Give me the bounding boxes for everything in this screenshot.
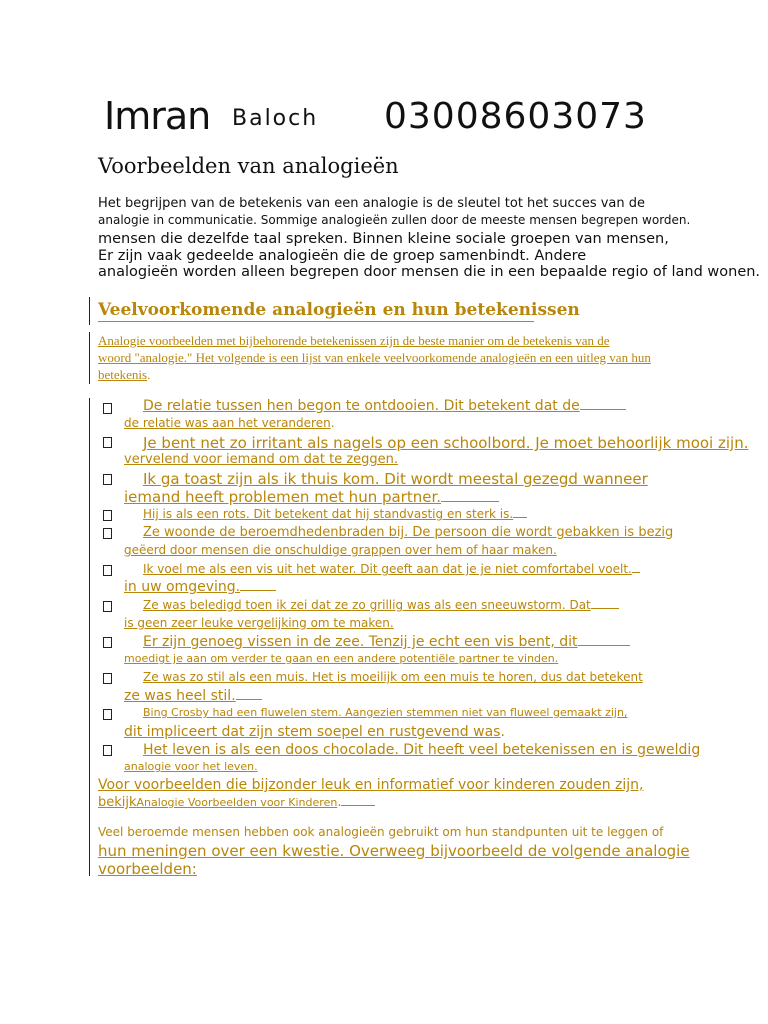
section-intro-bar — [89, 332, 90, 384]
list-item-1-line-2: de relatie was aan het veranderen. — [124, 416, 335, 430]
kids-note-link[interactable]: Analogie Voorbeelden voor Kinderen — [136, 796, 338, 809]
list-item-4-line-1: Hij is als een rots. Dit betekent dat hij standvastig en sterk is. — [143, 507, 527, 521]
list-item-5-line-1: Ze woonde de beroemdhedenbraden bij. De persoon die wordt gebakken is bezig — [143, 525, 674, 540]
list-item-7-line-2: is geen zeer leuke vergelijking om te maken. — [124, 616, 394, 630]
bullet-icon — [103, 403, 112, 414]
bullet-icon — [103, 745, 112, 756]
list-item-9-line-2: ze was heel stil. — [124, 688, 262, 704]
list-item-8-line-2: moedigt je aan om verder te gaan en een andere potentiële partner te vinden. — [124, 652, 559, 665]
page-title: Voorbeelden van analogieën — [98, 154, 399, 178]
famous-line-3: voorbeelden: — [98, 860, 197, 878]
bullet-icon — [103, 437, 112, 448]
list-item-3-line-1: Ik ga toast zijn als ik thuis kom. Dit wordt meestal gezegd wanneer — [143, 470, 648, 488]
list-item-8-line-1: Er zijn genoeg vissen in de zee. Tenzij je echt een vis bent, dit — [143, 634, 630, 650]
famous-line-2: hun meningen over een kwestie. Overweeg bijvoorbeeld de volgende analogie — [98, 842, 690, 860]
intro-line-5: analogieën worden alleen begrepen door mensen die in een bepaalde regio of land wonen. — [98, 264, 761, 280]
section-intro-line-3 — [98, 367, 150, 383]
list-item-6-line-1: Ik voel me als een vis uit het water. Dit geeft aan dat je je niet comfortabel voelt. — [143, 562, 640, 576]
bullet-icon — [103, 709, 112, 720]
bullet-icon — [103, 637, 112, 648]
section-intro-link[interactable]: betekenis — [98, 367, 148, 382]
section-intro-period: . — [147, 367, 151, 382]
bullet-icon — [103, 673, 112, 684]
kids-note-period: . — [337, 795, 342, 810]
section-heading-bar — [89, 297, 90, 325]
kids-note-prefix: bekijk — [98, 795, 137, 810]
bullet-icon — [103, 474, 112, 485]
list-item-3-line-2: iemand heeft problemen met hun partner. — [124, 488, 499, 506]
section-intro-line-2: woord "analogie." Het volgende is een lijst van enkele veelvoorkomende analogieën en een uitleg van hun — [98, 350, 651, 365]
list-item-6-line-2: in uw omgeving. — [124, 579, 276, 595]
intro-line-1: Het begrijpen van de betekenis van een analogie is de sleutel tot het succes van de — [98, 196, 646, 211]
bullet-icon — [103, 601, 112, 612]
header-surname: Baloch — [232, 106, 319, 131]
header-phone: 03008603073 — [384, 96, 647, 137]
list-item-9-line-1: Ze was zo stil als een muis. Het is moeilijk om een muis te horen, dus dat betekent — [143, 670, 643, 684]
list-item-10-line-1: Bing Crosby had een fluwelen stem. Aangezien stemmen niet van fluweel gemaakt zijn, — [143, 706, 628, 719]
intro-line-2: analogie in communicatie. Sommige analogieën zullen door de meeste mensen begrepen worden. — [98, 213, 691, 227]
list-item-1-line-1: De relatie tussen hen begon te ontdooien. Dit betekent dat de — [143, 398, 626, 414]
kids-note-line-2 — [98, 795, 375, 810]
kids-note-line-1: Voor voorbeelden die bijzonder leuk en informatief voor kinderen zouden zijn, — [98, 777, 644, 793]
intro-line-3: mensen die dezelfde taal spreken. Binnen kleine sociale groepen van mensen, — [98, 231, 669, 247]
list-item-2-line-2: vervelend voor iemand om dat te zeggen. — [124, 452, 399, 467]
bullet-icon — [103, 510, 112, 521]
list-item-11-line-2: analogie voor het leven. — [124, 760, 258, 773]
list-item-10-line-2: dit impliceert dat zijn stem soepel en rustgevend was. — [124, 724, 505, 740]
list-item-11-line-1: Het leven is als een doos chocolade. Dit heeft veel betekenissen en is geweldig — [143, 742, 701, 758]
list-item-5-line-2: geëerd door mensen die onschuldige grappen over hem of haar maken. — [124, 543, 557, 557]
bullet-icon — [103, 565, 112, 576]
famous-line-1: Veel beroemde mensen hebben ook analogieën gebruikt om hun standpunten uit te leggen of — [98, 825, 664, 839]
section-heading: Veelvoorkomende analogieën en hun betekenissen — [98, 300, 580, 320]
list-item-7-line-1: Ze was beledigd toen ik zei dat ze zo grillig was als een sneeuwstorm. Dat — [143, 598, 619, 612]
bullet-icon — [103, 528, 112, 539]
list-item-2-line-1: Je bent net zo irritant als nagels op een schoolbord. Je moet behoorlijk mooi zijn. — [143, 434, 749, 452]
header-name: Imran — [104, 94, 211, 138]
intro-line-4: Er zijn vaak gedeelde analogieën die de groep samenbindt. Andere — [98, 248, 587, 264]
list-bar — [89, 398, 90, 876]
section-intro-line-1: Analogie voorbeelden met bijbehorende betekenissen zijn de beste manier om de betekenis van de — [98, 333, 610, 348]
